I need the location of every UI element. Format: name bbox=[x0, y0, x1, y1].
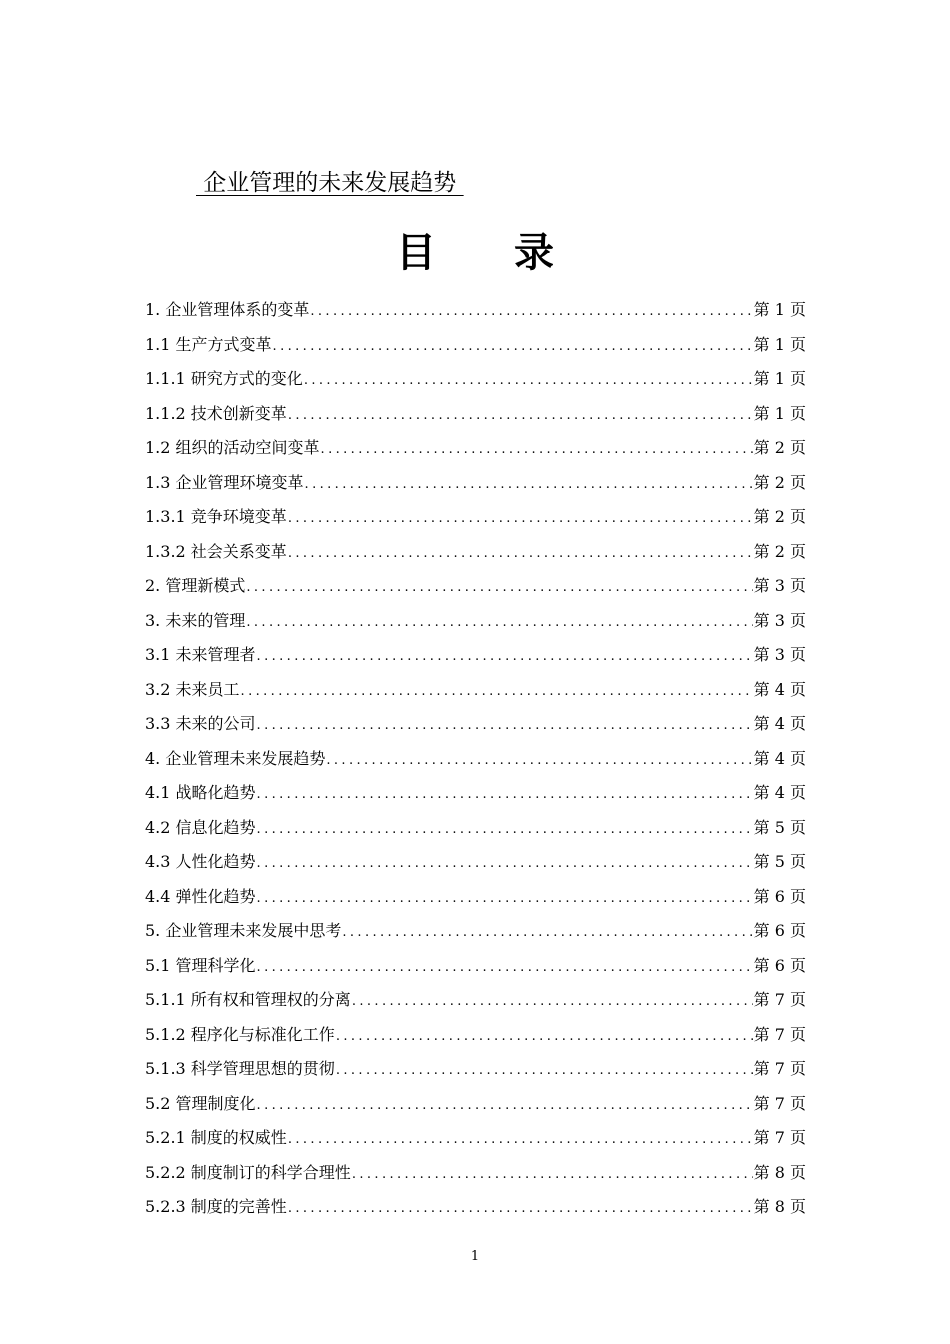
toc-entry[interactable] bbox=[145, 569, 806, 604]
toc-leader-dots bbox=[288, 399, 753, 434]
toc-entry[interactable] bbox=[145, 500, 806, 535]
toc-leader-dots bbox=[288, 1192, 753, 1227]
toc-entry-label: 1.3.1 竞争环境变革 bbox=[145, 507, 287, 526]
toc-entry-label: 2. 管理新模式 bbox=[145, 576, 246, 595]
toc-entry[interactable] bbox=[145, 638, 806, 673]
toc-entry[interactable] bbox=[145, 1052, 806, 1087]
toc-entry[interactable] bbox=[145, 362, 806, 397]
toc-leader-dots bbox=[246, 571, 752, 606]
toc-entry-label: 3.1 未来管理者 bbox=[145, 645, 256, 664]
toc-entry[interactable] bbox=[145, 1018, 806, 1053]
toc-leader-dots bbox=[352, 1158, 753, 1193]
toc-entry-page: 第 7 页 bbox=[753, 1093, 806, 1113]
toc-entry-page: 第 1 页 bbox=[753, 334, 806, 354]
toc-entry-page: 第 2 页 bbox=[753, 438, 806, 457]
toc-entry[interactable] bbox=[145, 293, 806, 328]
toc-entry[interactable] bbox=[145, 707, 806, 742]
toc-entry-label: 4.2 信息化趋势 bbox=[145, 817, 256, 837]
toc-leader-dots bbox=[246, 606, 752, 641]
toc-leader-dots bbox=[342, 916, 752, 951]
toc-entry[interactable] bbox=[145, 535, 806, 570]
toc-entry-page: 第 1 页 bbox=[753, 369, 806, 388]
toc-entry-page: 第 4 页 bbox=[753, 714, 806, 733]
toc-entry-page: 第 3 页 bbox=[753, 645, 806, 664]
toc-entry-label: 1.2 组织的活动空间变革 bbox=[145, 438, 320, 457]
toc-entry[interactable] bbox=[145, 1087, 806, 1122]
toc-leader-dots bbox=[288, 1123, 753, 1158]
toc-entry[interactable] bbox=[145, 431, 806, 466]
toc-entry-page: 第 5 页 bbox=[753, 817, 806, 837]
toc-entry-label: 1.1.2 技术创新变革 bbox=[145, 403, 287, 423]
toc-entry[interactable] bbox=[145, 466, 806, 501]
toc-entry-page: 第 7 页 bbox=[753, 1024, 806, 1044]
toc-entry-label: 5.1.1 所有权和管理权的分离 bbox=[145, 990, 351, 1009]
toc-entry-page: 第 6 页 bbox=[753, 955, 806, 975]
toc-entry[interactable] bbox=[145, 880, 806, 915]
toc-leader-dots bbox=[288, 502, 753, 537]
toc-entry-label: 3.3 未来的公司 bbox=[145, 714, 256, 733]
toc-entry[interactable] bbox=[145, 1156, 806, 1191]
toc-leader-dots bbox=[352, 985, 753, 1020]
toc-entry-page: 第 2 页 bbox=[753, 507, 806, 526]
toc-entry-page: 第 4 页 bbox=[753, 748, 806, 768]
toc-entry-page: 第 1 页 bbox=[753, 300, 806, 319]
toc-entry-label: 1.3.2 社会关系变革 bbox=[145, 541, 287, 561]
toc-entry-label: 1.1 生产方式变革 bbox=[145, 334, 272, 354]
toc-entry-page: 第 7 页 bbox=[753, 1059, 806, 1078]
toc-leader-dots bbox=[257, 813, 753, 848]
toc-entry[interactable] bbox=[145, 1121, 806, 1156]
toc-entry-label: 3. 未来的管理 bbox=[145, 610, 246, 630]
toc-entry-page: 第 7 页 bbox=[753, 1128, 806, 1147]
toc-entry[interactable] bbox=[145, 949, 806, 984]
toc-entry-page: 第 6 页 bbox=[753, 921, 806, 940]
toc-entry-page: 第 1 页 bbox=[753, 403, 806, 423]
toc-entry-label: 4.3 人性化趋势 bbox=[145, 852, 256, 871]
toc-entry-label: 1.3 企业管理环境变革 bbox=[145, 472, 304, 492]
toc-entry[interactable] bbox=[145, 673, 806, 708]
toc-entry-label: 4. 企业管理未来发展趋势 bbox=[145, 748, 326, 768]
toc-entry-label: 1. 企业管理体系的变革 bbox=[145, 300, 310, 319]
toc-leader-dots bbox=[305, 468, 753, 503]
toc-entry-page: 第 3 页 bbox=[753, 576, 806, 595]
toc-leader-dots bbox=[273, 330, 753, 365]
toc-leader-dots bbox=[336, 1054, 753, 1089]
toc-entry[interactable] bbox=[145, 983, 806, 1018]
toc-entry-label: 5.2.2 制度制订的科学合理性 bbox=[145, 1162, 351, 1182]
toc-entry-page: 第 7 页 bbox=[753, 990, 806, 1009]
toc-leader-dots bbox=[310, 295, 752, 330]
toc-entry-page: 第 4 页 bbox=[753, 783, 806, 802]
toc-leader-dots bbox=[257, 640, 753, 675]
toc-leader-dots bbox=[257, 1089, 753, 1124]
toc-entry-label: 1.1.1 研究方式的变化 bbox=[145, 369, 303, 388]
toc-entry[interactable] bbox=[145, 328, 806, 363]
toc-entry-label: 5.1 管理科学化 bbox=[145, 955, 256, 975]
toc-entry[interactable] bbox=[145, 604, 806, 639]
toc-entry-page: 第 2 页 bbox=[753, 472, 806, 492]
toc-entry[interactable] bbox=[145, 397, 806, 432]
toc-leader-dots bbox=[257, 778, 753, 813]
toc-entry[interactable] bbox=[145, 811, 806, 846]
toc-leader-dots bbox=[257, 847, 753, 882]
toc-entry-label: 5. 企业管理未来发展中思考 bbox=[145, 921, 342, 940]
toc-leader-dots bbox=[326, 744, 752, 779]
toc-entry-label: 5.2 管理制度化 bbox=[145, 1093, 256, 1113]
toc-entry-label: 3.2 未来员工 bbox=[145, 679, 240, 699]
toc-leader-dots bbox=[288, 537, 753, 572]
toc-entry-label: 5.1.3 科学管理思想的贯彻 bbox=[145, 1059, 335, 1078]
toc-entry[interactable] bbox=[145, 914, 806, 949]
toc-leader-dots bbox=[336, 1020, 753, 1055]
toc-entry-page: 第 3 页 bbox=[753, 610, 806, 630]
toc-leader-dots bbox=[257, 951, 753, 986]
page-number: 1 bbox=[470, 1249, 480, 1264]
toc-entry-page: 第 8 页 bbox=[753, 1197, 806, 1216]
toc-entry-page: 第 4 页 bbox=[753, 679, 806, 699]
toc-leader-dots bbox=[257, 882, 753, 917]
document-title: 企业管理的未来发展趋势 bbox=[196, 170, 464, 196]
toc-entry-page: 第 6 页 bbox=[753, 886, 806, 906]
toc-heading: 目录 bbox=[396, 229, 632, 276]
toc-entry-label: 5.1.2 程序化与标准化工作 bbox=[145, 1024, 335, 1044]
toc-entry-label: 4.1 战略化趋势 bbox=[145, 783, 256, 802]
toc-leader-dots bbox=[241, 675, 753, 710]
toc-entry-label: 4.4 弹性化趋势 bbox=[145, 886, 256, 906]
toc-entry-page: 第 8 页 bbox=[753, 1162, 806, 1182]
toc-entry[interactable] bbox=[145, 742, 806, 777]
toc-leader-dots bbox=[321, 433, 753, 468]
toc-entry[interactable] bbox=[145, 1190, 806, 1225]
toc-entry[interactable] bbox=[145, 776, 806, 811]
toc-entry-page: 第 5 页 bbox=[753, 852, 806, 871]
table-of-contents bbox=[145, 293, 806, 1225]
toc-leader-dots bbox=[304, 364, 753, 399]
toc-entry-label: 5.2.3 制度的完善性 bbox=[145, 1197, 287, 1216]
toc-leader-dots bbox=[257, 709, 753, 744]
toc-entry[interactable] bbox=[145, 845, 806, 880]
toc-entry-label: 5.2.1 制度的权威性 bbox=[145, 1128, 287, 1147]
toc-entry-page: 第 2 页 bbox=[753, 541, 806, 561]
